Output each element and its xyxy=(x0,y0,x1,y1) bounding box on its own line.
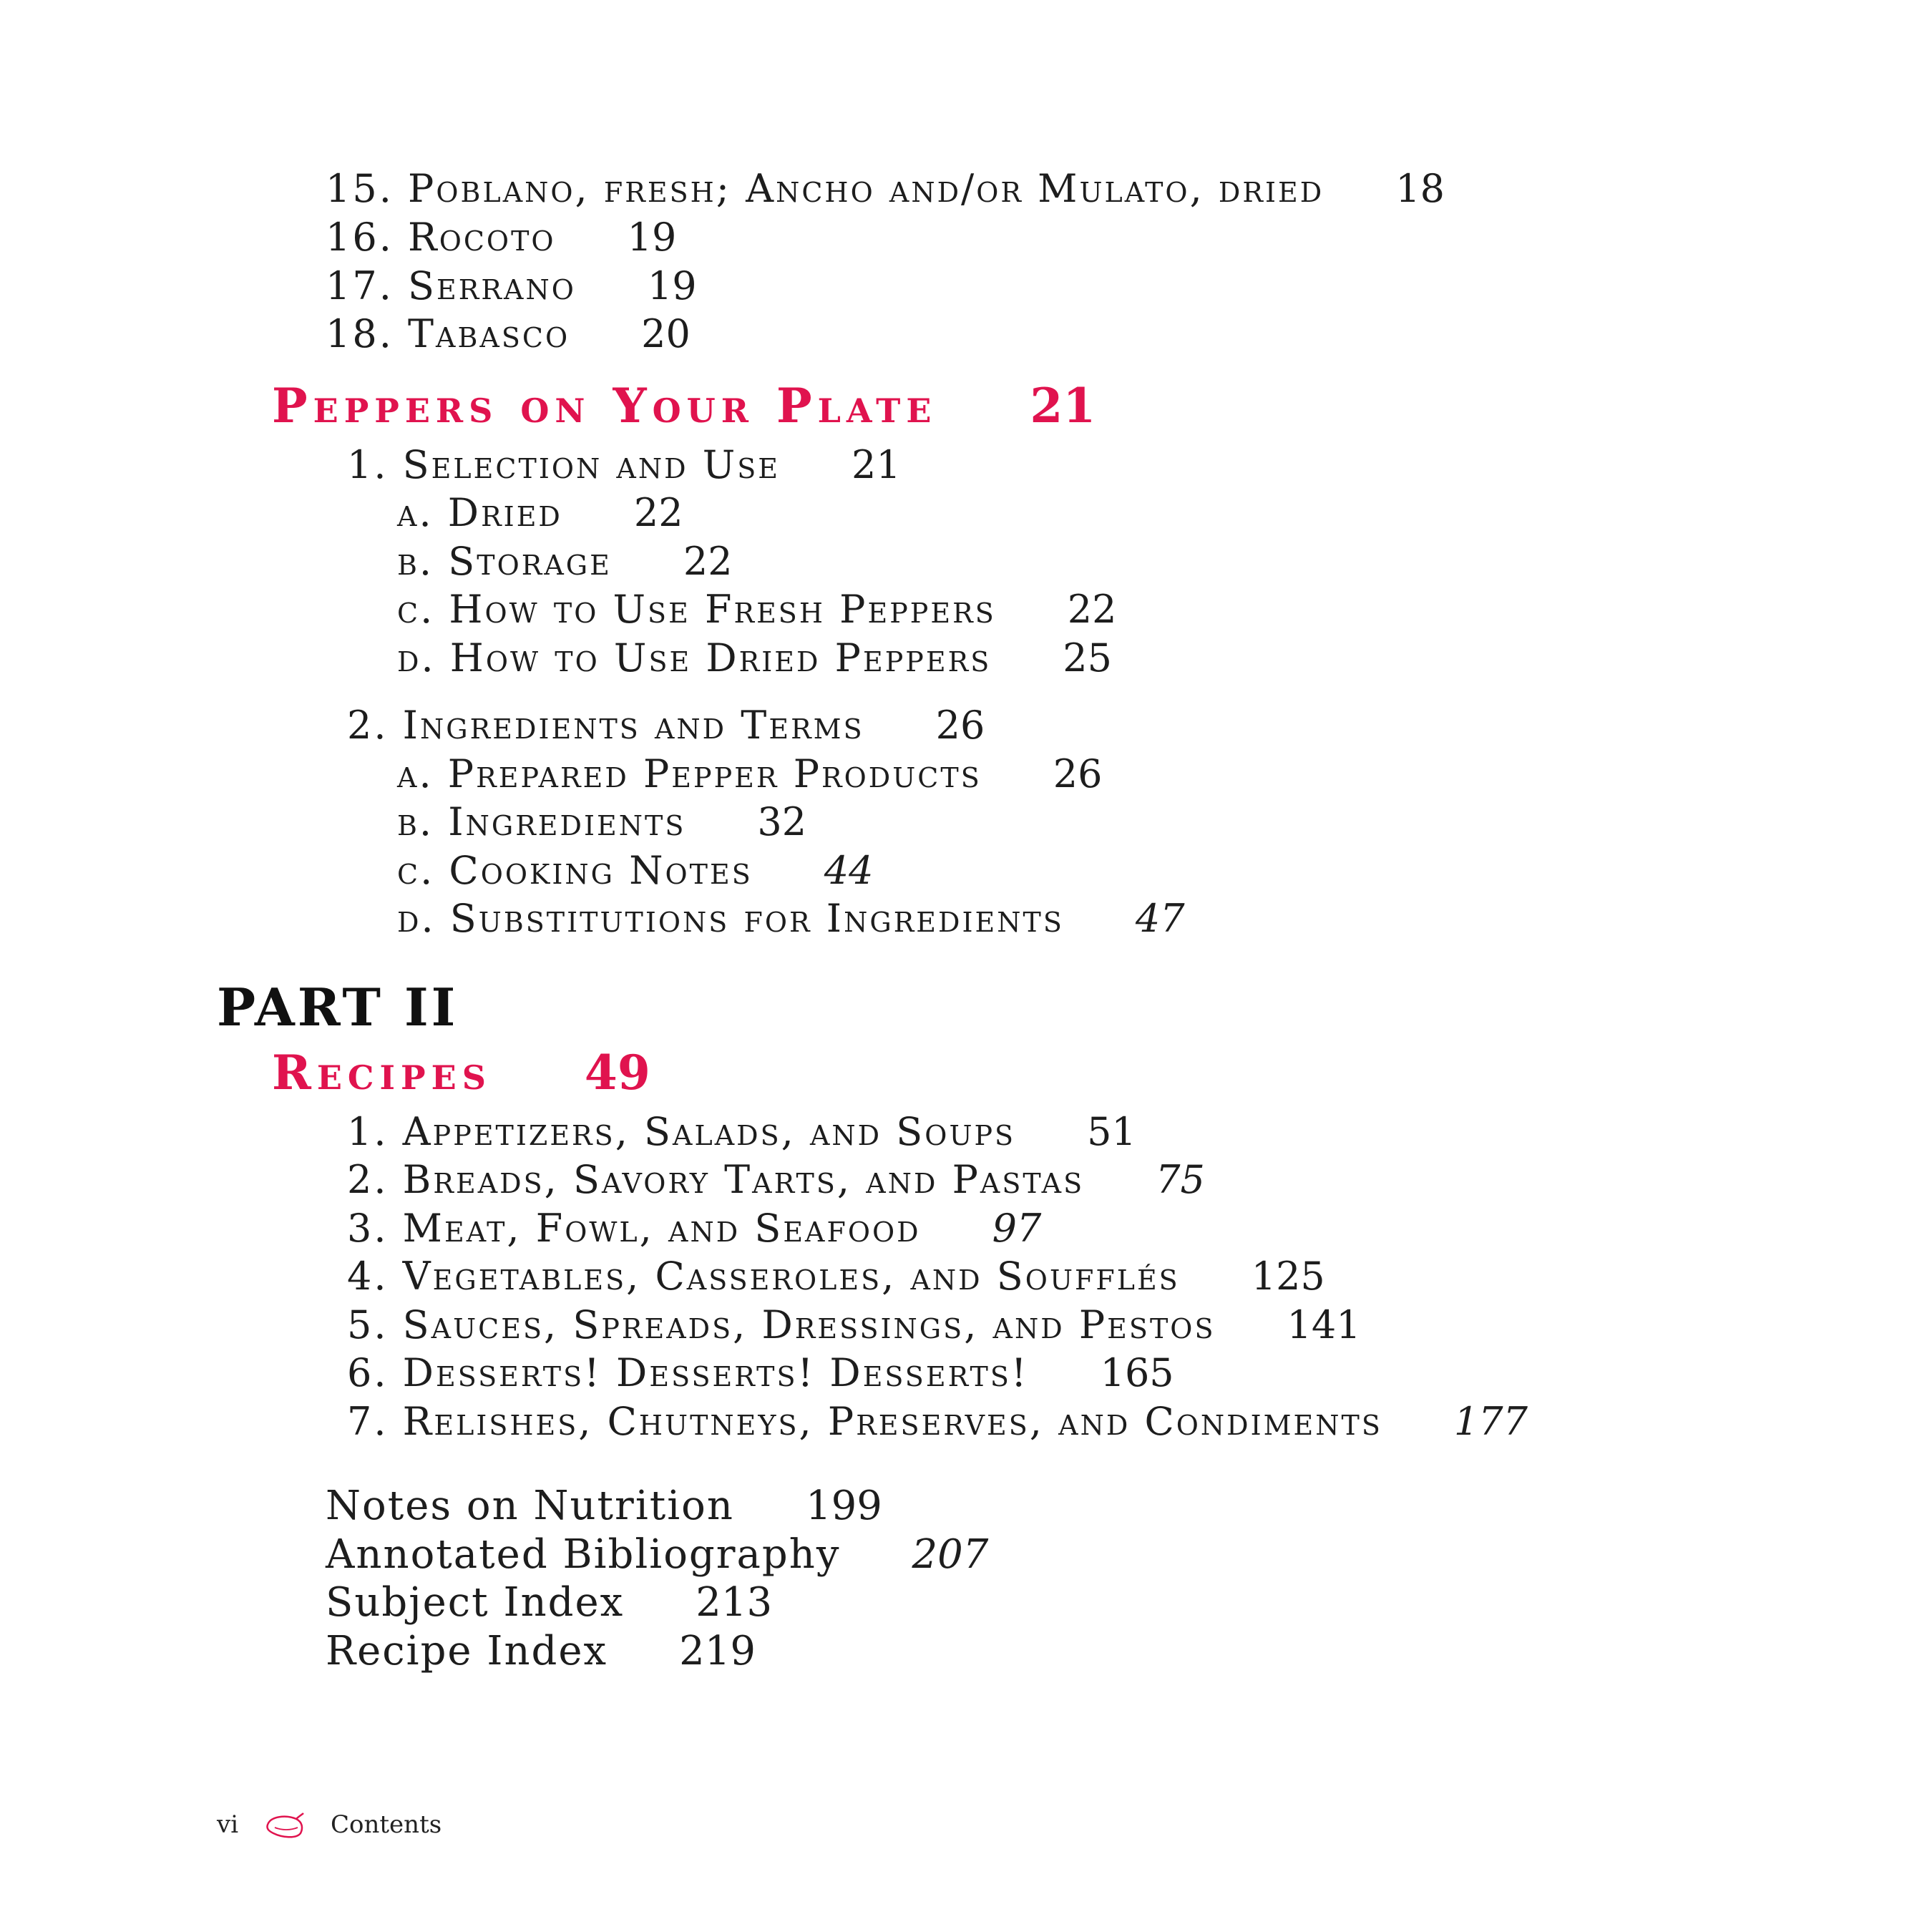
back-matter-entry xyxy=(326,1579,772,1626)
entry-page: 19 xyxy=(647,263,697,308)
entry-label: d. How to Use Dried Peppers xyxy=(397,635,992,680)
entry-label: Notes on Nutrition xyxy=(326,1483,734,1529)
entry-page: 199 xyxy=(805,1483,882,1529)
entry-page: 22 xyxy=(683,539,733,584)
folio-numeral: vi xyxy=(217,1810,239,1839)
entry-label: Annotated Bibliography xyxy=(326,1531,841,1578)
toc-subentry xyxy=(397,848,873,893)
section-page: 21 xyxy=(1030,378,1096,434)
entry-label: a. Dried xyxy=(397,490,562,535)
toc-entry xyxy=(347,703,985,748)
toc-entry xyxy=(347,1399,1528,1444)
entry-label: 1. Selection and Use xyxy=(347,442,780,487)
entry-page: 22 xyxy=(1067,587,1117,632)
entry-label: Subject Index xyxy=(326,1579,625,1626)
toc-entry xyxy=(326,311,691,356)
entry-label: 6. Desserts! Desserts! Desserts! xyxy=(347,1350,1029,1395)
entry-label: b. Storage xyxy=(397,539,612,584)
toc-subentry xyxy=(397,751,1102,796)
entry-label: d. Substitutions for Ingredients xyxy=(397,896,1064,941)
entry-page: 21 xyxy=(852,442,901,487)
entry-label: c. How to Use Fresh Peppers xyxy=(397,587,996,632)
entry-label: Recipe Index xyxy=(326,1628,608,1674)
entry-page: 141 xyxy=(1287,1302,1361,1347)
entry-page: 26 xyxy=(1053,751,1103,796)
entry-page: 25 xyxy=(1063,635,1112,680)
entry-page: 219 xyxy=(679,1628,756,1674)
toc-subentry xyxy=(397,635,1112,680)
entry-label: 4. Vegetables, Casseroles, and Soufflés xyxy=(347,1254,1180,1299)
toc-entry xyxy=(347,1157,1205,1202)
toc-subentry xyxy=(397,490,683,535)
toc-subentry xyxy=(397,799,806,844)
toc-entry xyxy=(347,1254,1325,1299)
toc-entry xyxy=(347,1206,1041,1251)
section-heading xyxy=(272,378,1096,434)
entry-label: 3. Meat, Fowl, and Seafood xyxy=(347,1206,921,1251)
back-matter-entry xyxy=(326,1483,882,1529)
entry-page: 20 xyxy=(641,311,691,356)
toc-subentry xyxy=(397,539,733,584)
toc-entry xyxy=(326,166,1445,211)
section-title: Peppers on Your Plate xyxy=(272,378,937,434)
entry-label: 5. Sauces, Spreads, Dressings, and Pestos xyxy=(347,1302,1216,1347)
section-title: Recipes xyxy=(272,1045,492,1101)
entry-page: 75 xyxy=(1156,1157,1205,1202)
entry-label: 16. Rocoto xyxy=(326,215,556,260)
entry-label: 2. Ingredients and Terms xyxy=(347,703,864,748)
entry-page: 213 xyxy=(696,1579,773,1626)
toc-subentry xyxy=(397,587,1116,632)
entry-page: 177 xyxy=(1453,1399,1528,1444)
entry-page: 47 xyxy=(1135,896,1185,941)
toc-entry xyxy=(326,215,676,260)
part-heading: PART II xyxy=(217,977,459,1038)
entry-label: 1. Appetizers, Salads, and Soups xyxy=(347,1109,1016,1154)
section-page: 49 xyxy=(584,1045,650,1101)
section-heading xyxy=(272,1045,650,1101)
entry-page: 19 xyxy=(627,215,677,260)
entry-label: b. Ingredients xyxy=(397,799,686,844)
entry-page: 18 xyxy=(1395,166,1445,211)
entry-page: 165 xyxy=(1100,1350,1174,1395)
entry-label: 15. Poblano, fresh; Ancho and/or Mulato, dried xyxy=(326,166,1324,211)
entry-label: a. Prepared Pepper Products xyxy=(397,751,982,796)
toc-subentry xyxy=(397,896,1185,941)
toc-entry xyxy=(347,442,901,487)
entry-page: 125 xyxy=(1251,1254,1325,1299)
toc-entry xyxy=(347,1350,1174,1395)
toc-entry xyxy=(347,1302,1361,1347)
entry-label: 2. Breads, Savory Tarts, and Pastas xyxy=(347,1157,1085,1202)
entry-label: 7. Relishes, Chutneys, Preserves, and Condiments xyxy=(347,1399,1382,1444)
entry-page: 26 xyxy=(935,703,985,748)
entry-page: 44 xyxy=(824,848,874,893)
pepper-icon xyxy=(265,1812,305,1840)
running-title: Contents xyxy=(331,1810,442,1839)
entry-label: c. Cooking Notes xyxy=(397,848,753,893)
back-matter-entry xyxy=(326,1531,988,1578)
toc-entry xyxy=(326,263,697,308)
entry-page: 22 xyxy=(633,490,683,535)
entry-page: 51 xyxy=(1087,1109,1136,1154)
entry-page: 207 xyxy=(912,1531,989,1578)
toc-entry xyxy=(347,1109,1136,1154)
back-matter-entry xyxy=(326,1628,756,1674)
entry-page: 32 xyxy=(757,799,807,844)
entry-page: 97 xyxy=(992,1206,1042,1251)
entry-label: 17. Serrano xyxy=(326,263,576,308)
entry-label: 18. Tabasco xyxy=(326,311,570,356)
